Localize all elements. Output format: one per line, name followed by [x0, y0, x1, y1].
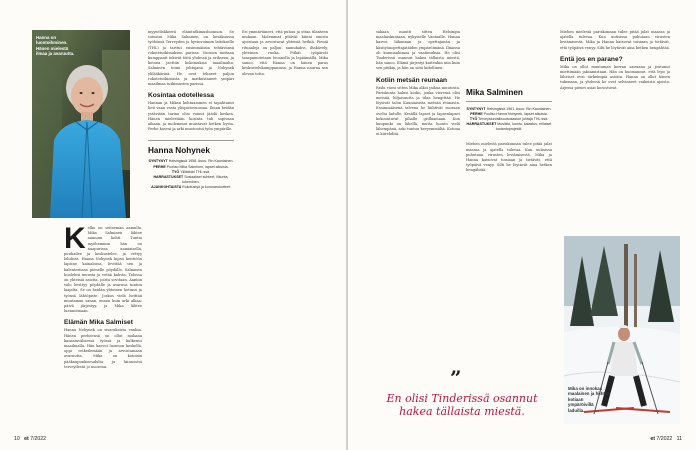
- left-column-2: [148, 30, 234, 430]
- intro-text: elko on seitsemän aamulla. Mika Salminen lähtee aamuun kohti. Tuntia myöhemmin hän on naapurissa aamiaisella, puuhailee ja keskustelee, ja vettyy lehdistä. Hanna Nohynek hipsii keittiöön lapsine kainalossa, levittää sen ja kalenteriinsa pienelle pöydälle. Salminen huolehtii muusta ja vetää kahvin. Talossa on yhteisiä asioita, joista sovitaan. Aamun valo levittyy pöydälle ja avaruus tuntuu laajalta. Se on heidän yhteinen kotinsa ja työnsä lähtöpiste. Joskus vielä heittää muutaman sanan, ennen kuin arki alkaa: päivä järjestyy, ja Mika lähtee luennoimaan.: [64, 226, 142, 314]
- intro-dropcap: K: [64, 226, 86, 255]
- fact-box-label: PERHE: [470, 112, 484, 117]
- left-column-1: [64, 226, 142, 431]
- fact-box-value: Puoliso Mika Salminen, lapset aikuisia.: [166, 164, 229, 169]
- fact-box-value: Helsingissä 1961. Asuu: Rin Kauniainen.: [486, 107, 552, 111]
- fact-box-value: Rokotustyö ja koronarokotteet.: [182, 184, 231, 189]
- section-heading-enta-jos: Entä jos en parane?: [560, 55, 623, 63]
- mika-fact-box: [466, 88, 552, 132]
- left-col3-text: Eri ymmärtäneet, että puhuu ja ottaa tilanteen mukaan. Molemmat pitävät kiinni omista ajoistaan ja arvostavat yhteisiä hetkiä. Pieniä rituaaleja on paljon: aamukahvi, iltakävely, yhteinen ruoka. Pitkät työpäivät tasapainotetaan luonnolla ja lepäämällä. Mika sanoo, että Hanna on hänen paras keskustelukumppaninsa, ja Hanna nauraa sen olevan totta.: [242, 30, 328, 76]
- left-col2-after-text: Hannan ja Mikan kohtaaminen ei tapahtunut heti vaan vasta yliopistovuosina. Ilman heidän ystäviään tarina olisi voinut jäädä kesken. Hänen mielestään kosinta tuli sopivaan aikaan, ja molemmat muistavat hetken hyvin. Perhe kasvoi ja arki muotoutui työn ympärille.: [148, 101, 234, 132]
- fact-box-value: Sosiaaliset suhteet, liikunta, lukeminen.: [182, 174, 229, 184]
- right-col1-text: sakaan muutti sitten Helsingin maalaiskuntaan, nykyiselle Vantaalle. Hanna kasvoi liikunnan ja opettajanän ja käsityönopettajatäiden ympäröimänä. Ilmassa oli kunnianhimoa ja vaatimuksia. He olisi Tinderissä osannut hakea tällaista miestä, hän sanoo. Elämä järjestyi kuitenkin niin kuin sen pitikin, ja hän on siitä kiitollinen.: [376, 30, 460, 71]
- fact-box-value: Terveysturvallisuusosaston johtaja THL:ssä.: [478, 117, 549, 122]
- fact-box-label: TYÖ: [171, 169, 181, 174]
- fact-box-label: HARRASTUKSET: [153, 174, 185, 179]
- right-col3-text: Mika on ollut muutaman kerran sairaana ja joutunut miettimään jaksamistaan. Hän on huomannut, että lepo ja läheiset ovat tärkeimpiä asioita. Hanna on ollut hänen tukenaan, ja yhdessä he ovat selvinneet vaikeista ajoista. Arjessa pienet asiat korostuvat.: [560, 64, 670, 90]
- fact-box-label: SYNTYNYT: [466, 107, 487, 111]
- fact-box-lines: [148, 159, 234, 190]
- fact-box-rule: [466, 101, 552, 102]
- fact-box-label: AJANKOHTAISTA: [151, 184, 183, 189]
- fact-box-label: PERHE: [153, 164, 167, 169]
- fact-box-line: [148, 185, 234, 190]
- quote-mark-icon: ”: [450, 366, 462, 390]
- intro-paragraph: [64, 226, 142, 314]
- right-column-3: [560, 30, 670, 220]
- left-footer: [14, 436, 46, 442]
- fact-box-label: TYÖ: [469, 117, 479, 122]
- hanna-portrait-illustration: [32, 30, 130, 218]
- fact-box-value: Helsingissä 1958. Asuu: Rin Kauniainen.: [168, 159, 234, 164]
- fact-box-value: Ylilääkäri THL:ssä.: [180, 169, 211, 174]
- left-column-3: [242, 30, 328, 430]
- issue-number: 7/2022: [656, 436, 673, 442]
- section-heading-kotiin: Kotiin metsän reunaan: [376, 76, 448, 84]
- fact-box-title: Hanna Nohynek: [148, 146, 210, 156]
- right-column-1: [376, 30, 460, 430]
- fact-box-title: Mika Salminen: [466, 88, 523, 97]
- hanna-fact-box: [148, 140, 234, 190]
- mika-photo-caption: Mika on innokas maalainen ja hiihtää kotiaan ympäröivillä laduilla.: [568, 386, 610, 413]
- left-col1-after-text: Hanna Nohynek on sisaruksista vanhin. Hänen perheensä on ollut mukana kansainvälisessä työssä ja kulkenut maailmalla. Hän kasvoi luonnon keskellä, oppi retkeilemään ja arvostamaan avaruutta. Mika on kotoisin pääkaupunkiseudulta ja kiinnostui terveydestä jo nuorena.: [64, 328, 142, 369]
- page-number: 11: [676, 436, 682, 442]
- hanna-portrait-photo: [32, 30, 130, 218]
- issue-number: 7/2022: [30, 436, 47, 442]
- fact-box-rule: [148, 140, 234, 141]
- left-col2-text: myyseliskkeerä eläintutkimusluonnon. Se tutustui Mika Salminen on kesäkuussa työhönsä Terveyden ja hyvinvoinnin laitokselle (THL) ja tarttui ensimmäisiin tehtäviinsä rokotetutkimuksen parissa. Vuosien mittaan kumppanit tekivät töitä yhdessä ja erikseen, ja kotona jaettiin kokemuksia maailmalta. Salminen toimi johtajana ja Nohynek ylilääkärinä. He ovat tehneet paljon rokotetutkimusta ja matkustaneet ympäri maailmaa tutkimusten parissa.: [148, 30, 234, 87]
- fact-box-lines: [466, 107, 552, 132]
- fact-box-line: [466, 122, 552, 132]
- page-number: 10: [14, 436, 20, 442]
- fact-box-value: Musiikki, luonto, kalastus, erilaiset tuotantoprojektit.: [495, 122, 552, 132]
- fact-box-label: HARRASTUKSET: [466, 122, 498, 127]
- hanna-photo-caption: Hanna on luontoihminen. Hänen mielestä ilmaa ja avaruutta.: [36, 35, 75, 57]
- pull-quote: En olisi Tinderissä osannut hakea tällaista miestä.: [386, 392, 538, 418]
- right-col1-after-text: Reilu vuosi sitten Mika alkoi puhua muutosta. Pariskunta halusi kodin, jonka vieressä olisi metsää, hiljaisuutta ja tilaa hengittää. He löysivät talon Kauniaisista metsän reunasta. Ensimmäisenä talvena he hiihtivät suoraan ovelta ladulle. Kesällä lapset ja lapsenlapset kokoontuvat pihalle grillaamaan. Kun kaupunki on lähellä, mutta luonto vielä lähempänä, arki tuntuu kevyemmältä. Kotona ei kiirehditä.: [376, 85, 460, 137]
- section-heading-elaman-mika-salmiset: Elämän Mika Salmiset: [64, 319, 133, 327]
- right-col2-text: Miehen mielestä pariskunnan tulee pitää jalat maassa ja ajatella tulevaa. Kun uutisissa puhutaan virusten leviämisestä, Mika ja Hanna katsovat toisiaan ja tietävät, että työpäivä venyy. Silti he löytävät aina hetken hengähtää.: [466, 142, 552, 173]
- right-footer: [650, 436, 682, 442]
- right-page: [348, 0, 696, 450]
- right-column-2: [466, 30, 552, 430]
- fact-box-label: SYNTYNYT: [148, 159, 169, 164]
- fact-box-value: Puoliso Hanna Nohynek, lapset aikuisia.: [483, 112, 548, 117]
- magazine-logo: et: [650, 436, 655, 442]
- mika-skiing-photo: [564, 236, 680, 424]
- fact-box-line: [148, 175, 234, 185]
- section-heading-kosintaa: Kosintaa odotellessa: [148, 92, 214, 100]
- right-col3-intro: Miehen mielestä pariskunnan tulee pitää jalat maassa ja ajatella tulevaa. Kun uutisissa puhutaan virusten leviämisestä, Mika ja Hanna katsovat toisiaan ja tietävät, että työpäivä venyy. Silti he löytävät aina hetken hengähtää.: [560, 30, 670, 50]
- magazine-logo: et: [24, 436, 29, 442]
- left-page: [0, 0, 346, 450]
